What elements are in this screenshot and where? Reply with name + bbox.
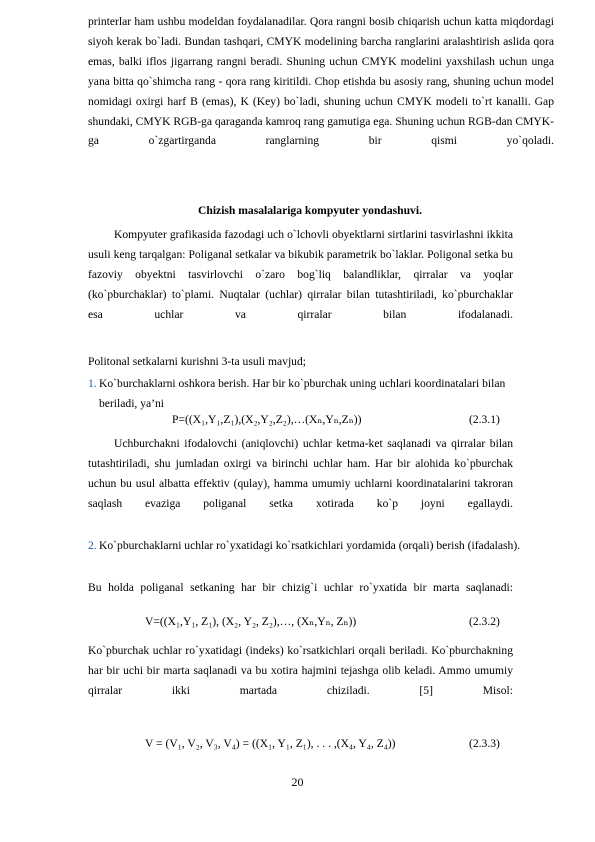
list-item-1 [88,374,548,414]
list-number-1: 1. [88,377,97,390]
equation-number-2-3-1: (2.3.1) [469,413,500,426]
paragraph-triangle: Uchburchakni ifodalovchi (aniqlovchi) uchlar ketma-ket saqlanadi va qirralar bilan tutashtiriladi, shu jumladan oxirgi va birinchi uchlar ham. Har bir alohida ko`pburchak uchun bu usul albatta effektiv (qulay), hamma umumiy uchlarni koordinatalarini takroran saqlash evaziga poliganal setka xotirada ko`p joyni egallaydi. [88,437,513,510]
section-heading: Chizish masalalariga kompyuter yondashuvi. [198,204,422,217]
list-text-1: Ko`burchaklarni oshkora berish. Har bir ko`pburchak uning uchlari koordinatalari bilan beriladi, ya’ni [99,377,506,410]
paragraph-index-pointers: Ko`pburchak uchlar ro`yxatidagi (indeks) ko`rsatkichlari orqali beriladi. Ko`pburchakning har bir uchi bir marta saqlanadi va bu xotira hajmini tejashga olib keladi. Ammo umumiy qirralar ikki martada chiziladi. [5] Misol: [88,644,513,697]
list-item-2 [88,536,548,556]
list-text-2: Ko`pburchaklarni uchlar ro`yxatidagi ko`rsatkichlari yordamida (orqali) berish (ifadalash). [99,539,521,552]
formula-2-3-1: P=((X₁,Y₁,Z₁),(X₂,Y₂,Z₂),…(Xₙ,Yₙ,Zₙ)) [172,413,362,426]
formula-2-3-3: V = (V₁, V₂, V₃, V₄) = ((X₁, Y₁, Z₁), . . . ,(X₄, Y₄, Z₄)) [145,737,396,750]
paragraph-methods-intro: Politonal setkalarni kurishni 3-ta usuli mavjud; [88,355,306,368]
page-number: 20 [291,775,304,789]
paragraph-polygon-mesh: Kompyuter grafikasida fazodagi uch o`lchovli obyektlarni sirtlarini tasvirlashni ikkita usuli keng tarqalgan: Poliganal setkalar va bikubik parametrik bo`laklar. Poligonal setka bu fazoviy obyektni tasvirlovchi o`zaro bog`liq balandliklar, qirralar va yoqlar (ko`pburchaklar) to`plami. Nuqtalar (uchlar) qirralar bilan tutashtiriladi, ko`pburchaklar esa uchlar va qirralar bilan ifodalanadi. [88,228,513,321]
equation-number-2-3-3: (2.3.3) [469,737,500,750]
list-number-2: 2. [88,539,97,552]
paragraph-cmyk: printerlar ham ushbu modeldan foydalanadilar. Qora rangni bosib chiqarish uchun katta miqdordagi siyoh kerak bo`ladi. Bundan tashqari, CMYK modelining barcha ranglarini aralashtirish aslida qora emas, balki iflos jigarrang rangni beradi. Shuning uchun CMYK modelini yaxshilash uchun unga yana bitta qo`shimcha rang - qora rang kiritildi. Chop etishda bu asosiy rang, shuning uchun model nomidagi oxirgi harf B (emas), K (Key) bo`ladi, shuning uchun CMYK modeli to`rt kanalli. Gap shundaki, CMYK RGB-ga qaraganda kamroq rang gamutiga ega. Shuning uchun RGB-dan CMYK-ga o`zgartirganda ranglarning bir qismi yo`qoladi. [88,15,554,148]
formula-2-3-2: V=((X₁,Y₁, Z₁), (X₂, Y₂, Z₂),…, (Xₙ,Yₙ, Zₙ)) [145,615,357,628]
equation-number-2-3-2: (2.3.2) [469,615,500,628]
paragraph-vertex-list: Bu holda poliganal setkaning har bir chizig`i uchlar ro`yxatida bir marta saqlanadi: [88,581,513,594]
